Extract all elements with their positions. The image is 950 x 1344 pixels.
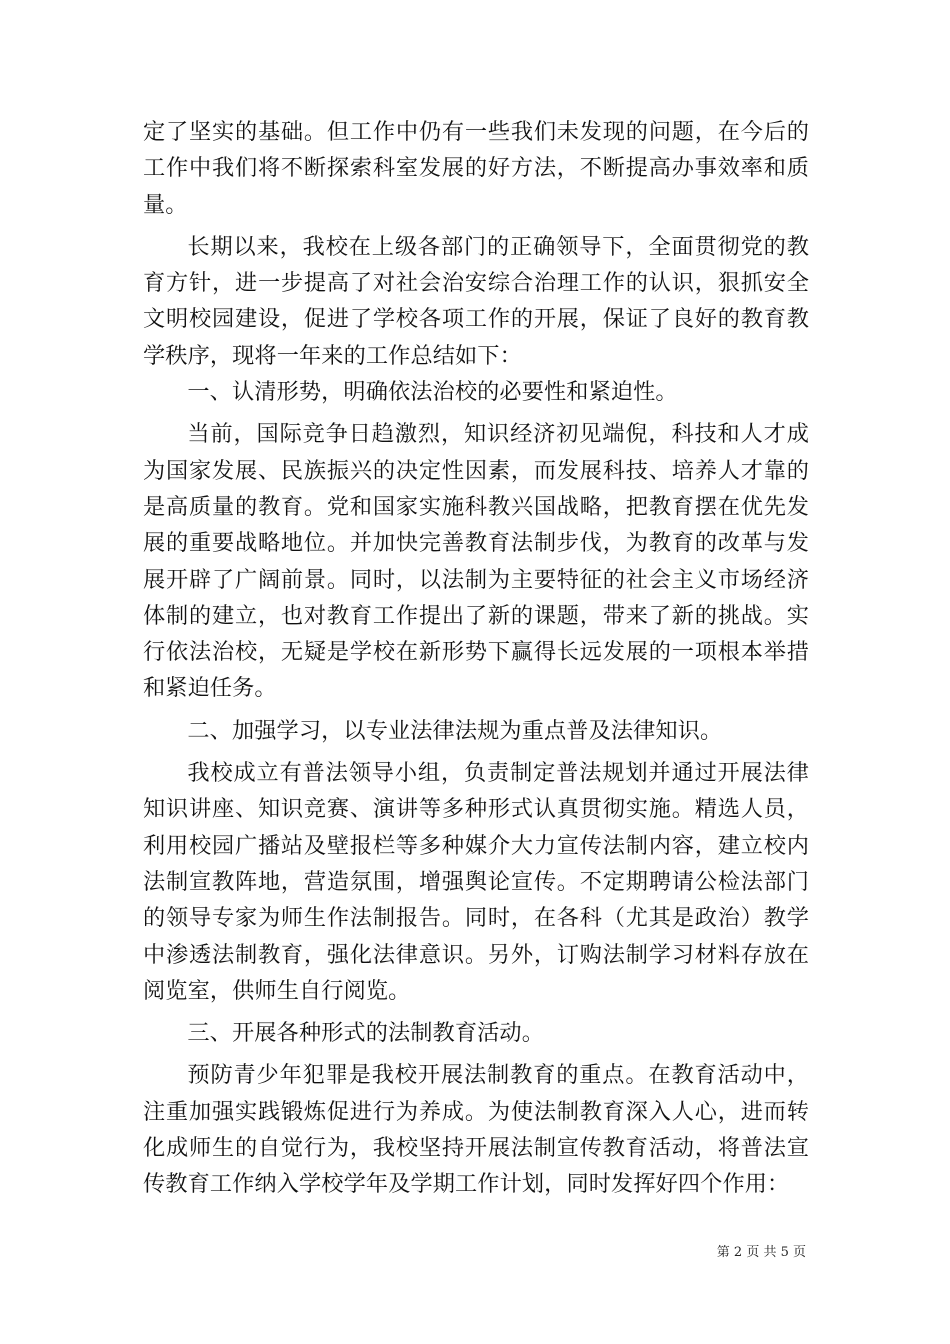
section-heading-1: 一、认清形势，明确依法治校的必要性和紧迫性。 (187, 379, 678, 406)
section-heading-2: 二、加强学习，以专业法律法规为重点普及法律知识。 (187, 717, 723, 744)
paragraph-section-2: 我校成立有普法领导小组，负责制定普法规划并通过开展法律知识讲座、知识竞赛、演讲等多种形式认真贯彻实施。精选人员，利用校园广播站及壁报栏等多种媒介大力宣传法制内容，建立校内法制宣教阵地，营造氛围，增强舆论宣传。不定期聘请公检法部门的领导专家为师生作法制报告。同时，在各科（尤其是政治）教学中渗透法制教育，强化法律意识。另外，订购法制学习材料存放在阅览室，供师生自行阅览。 (143, 760, 809, 1004)
page-number: 第 2 页 共 5 页 (716, 1245, 806, 1260)
document-body (143, 114, 809, 1203)
paragraph-continuation: 定了坚实的基础。但工作中仍有一些我们未发现的问题，在今后的工作中我们将不断探索科室发展的好方法，不断提高办事效率和质量。 (143, 119, 809, 218)
section-heading-3: 三、开展各种形式的法制教育活动。 (187, 1020, 544, 1047)
paragraph-section-1: 当前，国际竞争日趋激烈，知识经济初见端倪，科技和人才成为国家发展、民族振兴的决定性因素，而发展科技、培养人才靠的是高质量的教育。党和国家实施科教兴国战略，把教育摆在优先发展的重要战略地位。并加快完善教育法制步伐，为教育的改革与发展开辟了广阔前景。同时，以法制为主要特征的社会主义市场经济体制的建立，也对教育工作提出了新的课题，带来了新的挑战。实行依法治校，无疑是学校在新形势下赢得长远发展的一项根本举措和紧迫任务。 (143, 421, 809, 702)
paragraph-section-3: 预防青少年犯罪是我校开展法制教育的重点。在教育活动中，注重加强实践锻炼促进行为养成。为使法制教育深入人心，进而转化成师生的自觉行为，我校坚持开展法制宣传教育活动，将普法宣传教育工作纳入学校学年及学期工作计划，同时发挥好四个作用： (143, 1062, 809, 1198)
paragraph-intro: 长期以来，我校在上级各部门的正确领导下，全面贯彻党的教育方针，进一步提高了对社会治安综合治理工作的认识，狠抓安全文明校园建设，促进了学校各项工作的开展，保证了良好的教育教学秩序，现将一年来的工作总结如下： (143, 233, 809, 369)
